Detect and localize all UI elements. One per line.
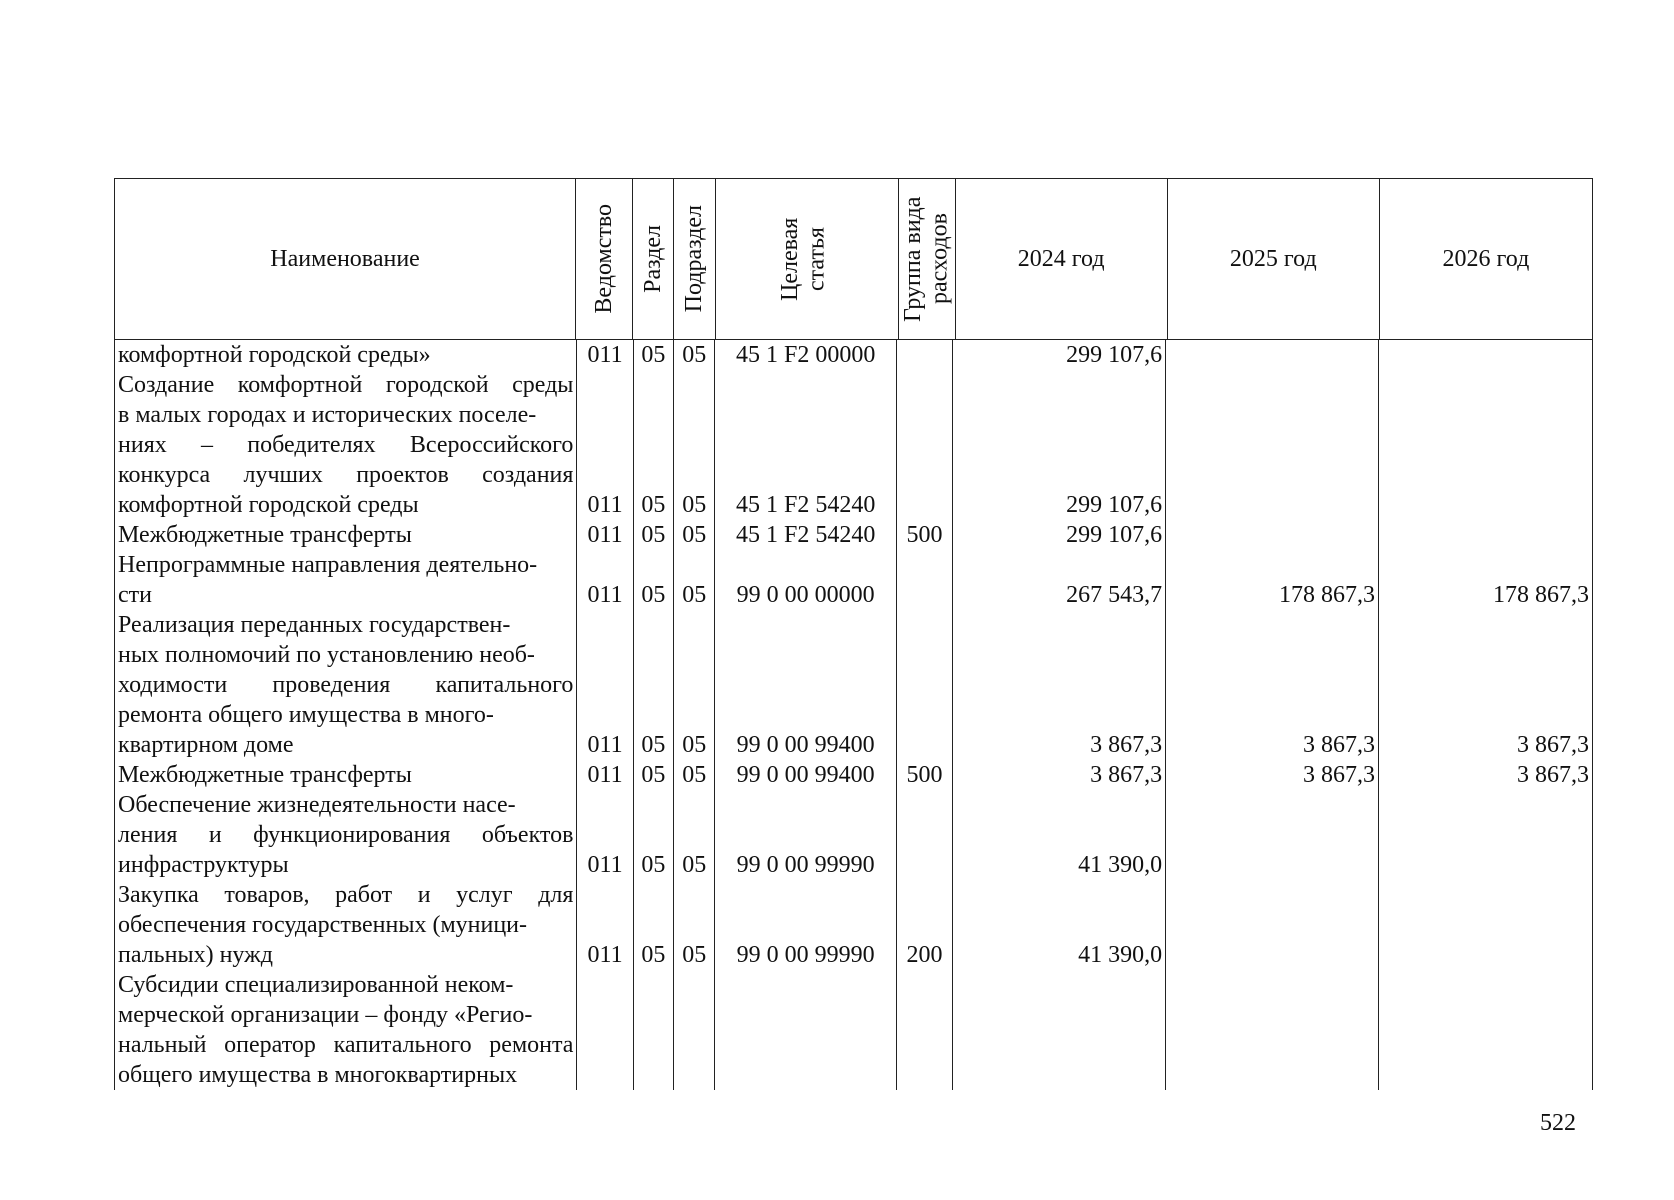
cell-podrazdel: 05	[682, 852, 707, 878]
cell-razdel: 05	[641, 342, 666, 368]
table-body	[115, 340, 1593, 1090]
cell-2026: 178 867,3	[1493, 582, 1590, 608]
cell-2026: 3 867,3	[1517, 732, 1590, 758]
cell-2024: 41 390,0	[1078, 852, 1163, 878]
cell-name	[115, 970, 577, 1090]
cell-name-line: обеспечения государственных (муници-	[118, 912, 528, 938]
cell-2024: 299 107,6	[1066, 522, 1163, 548]
cell-2026: 3 867,3	[1517, 762, 1590, 788]
cell-name-line: мерческой организации – фонду «Регио-	[118, 1002, 533, 1028]
cell-gruppa: 500	[906, 762, 943, 788]
cell-name-line: комфортной городской среды	[118, 492, 419, 518]
cell-celevaya: 45 1 F2 00000	[736, 342, 876, 368]
cell-name-line: ных полномочий по установлению необ-	[118, 642, 535, 668]
cell-name	[115, 610, 577, 760]
cell-podrazdel: 05	[682, 762, 707, 788]
cell-2024: 3 867,3	[1090, 732, 1163, 758]
cell-2024: 267 543,7	[1066, 582, 1163, 608]
cell-name-line: ления и функционирования объектов	[118, 822, 574, 848]
cell-name	[115, 340, 577, 370]
cell-vedomstvo: 011	[587, 762, 623, 788]
cell-name	[115, 790, 577, 880]
cell-2025: 178 867,3	[1279, 582, 1376, 608]
cell-podrazdel: 05	[682, 492, 707, 518]
cell-vedomstvo: 011	[587, 942, 623, 968]
cell-name-line: общего имущества в многоквартирных	[118, 1062, 518, 1088]
cell-name-line: Непрограммные направления деятельно-	[118, 552, 538, 578]
cell-celevaya: 99 0 00 99990	[736, 942, 875, 968]
cell-name-line: ходимости проведения капитального	[118, 672, 574, 698]
budget-table	[114, 178, 1593, 1090]
cell-name-line: Создание комфортной городской среды	[118, 372, 574, 398]
cell-razdel: 05	[641, 492, 666, 518]
header-2024: 2024 год	[956, 179, 1168, 339]
cell-name	[115, 760, 577, 790]
cell-celevaya: 45 1 F2 54240	[736, 522, 876, 548]
cell-name	[115, 880, 577, 970]
header-2026: 2026 год	[1380, 179, 1593, 339]
header-vedomstvo: Ведомство	[590, 204, 617, 314]
cell-name-line: в малых городах и исторических поселе-	[118, 402, 537, 428]
cell-vedomstvo: 011	[587, 492, 623, 518]
cell-name-line: инфраструктуры	[118, 852, 289, 878]
cell-celevaya: 99 0 00 99990	[736, 852, 875, 878]
header-razdel: Раздел	[639, 225, 666, 293]
cell-vedomstvo: 011	[587, 852, 623, 878]
cell-name-line: пальных) нужд	[118, 942, 273, 968]
cell-name-line: квартирном доме	[118, 732, 294, 758]
table-row	[115, 520, 1593, 550]
cell-2025: 3 867,3	[1303, 762, 1376, 788]
cell-2024: 3 867,3	[1090, 762, 1163, 788]
cell-name-line: Обеспечение жизнедеятельности насе-	[118, 792, 516, 818]
cell-vedomstvo: 011	[587, 522, 623, 548]
table-row	[115, 340, 1593, 370]
cell-name-line: Субсидии специализированной неком-	[118, 972, 514, 998]
cell-razdel: 05	[641, 582, 666, 608]
table-row	[115, 760, 1593, 790]
cell-podrazdel: 05	[682, 342, 707, 368]
cell-celevaya: 99 0 00 99400	[736, 762, 875, 788]
cell-name-line: Межбюджетные трансферты	[118, 762, 412, 788]
cell-gruppa: 500	[906, 522, 943, 548]
cell-razdel: 05	[641, 732, 666, 758]
cell-razdel: 05	[641, 942, 666, 968]
cell-name-line: Межбюджетные трансферты	[118, 522, 412, 548]
cell-podrazdel: 05	[682, 582, 707, 608]
table-row	[115, 610, 1593, 760]
cell-celevaya: 99 0 00 99400	[736, 732, 875, 758]
cell-podrazdel: 05	[682, 732, 707, 758]
cell-name-line: ремонта общего имущества в много-	[118, 702, 494, 728]
cell-vedomstvo: 011	[587, 732, 623, 758]
cell-podrazdel: 05	[682, 942, 707, 968]
cell-vedomstvo: 011	[587, 342, 623, 368]
cell-2024: 41 390,0	[1078, 942, 1163, 968]
cell-razdel: 05	[641, 852, 666, 878]
cell-celevaya: 45 1 F2 54240	[736, 492, 876, 518]
header-celevaya: Целевая статья	[776, 217, 830, 301]
cell-2024: 299 107,6	[1066, 342, 1163, 368]
cell-name-line: Закупка товаров, работ и услуг для	[118, 882, 574, 908]
table-header	[115, 179, 1593, 340]
cell-name-line: ниях – победителях Всероссийского	[118, 432, 574, 458]
cell-podrazdel: 05	[682, 522, 707, 548]
cell-name-line: сти	[118, 582, 152, 608]
page-number: 522	[1540, 1110, 1576, 1136]
table-row	[115, 970, 1593, 1090]
cell-razdel: 05	[641, 762, 666, 788]
cell-name-line: Реализация переданных государствен-	[118, 612, 511, 638]
cell-name	[115, 550, 577, 610]
cell-celevaya: 99 0 00 00000	[736, 582, 875, 608]
cell-name	[115, 520, 577, 550]
table-row	[115, 370, 1593, 520]
cell-name-line: конкурса лучших проектов создания	[118, 462, 574, 488]
cell-name	[115, 370, 577, 520]
cell-2024: 299 107,6	[1066, 492, 1163, 518]
table-row	[115, 880, 1593, 970]
header-2025: 2025 год	[1168, 179, 1380, 339]
cell-name-line: комфортной городской среды»	[118, 342, 431, 368]
cell-razdel: 05	[641, 522, 666, 548]
header-name: Наименование	[115, 179, 576, 339]
table-row	[115, 790, 1593, 880]
table-row	[115, 550, 1593, 610]
cell-2025: 3 867,3	[1303, 732, 1376, 758]
cell-gruppa: 200	[906, 942, 943, 968]
header-podrazdel: Подраздел	[680, 205, 707, 313]
cell-name-line: нальный оператор капитального ремонта	[118, 1032, 574, 1058]
header-gruppa: Группа вида расходов	[899, 196, 953, 322]
cell-vedomstvo: 011	[587, 582, 623, 608]
